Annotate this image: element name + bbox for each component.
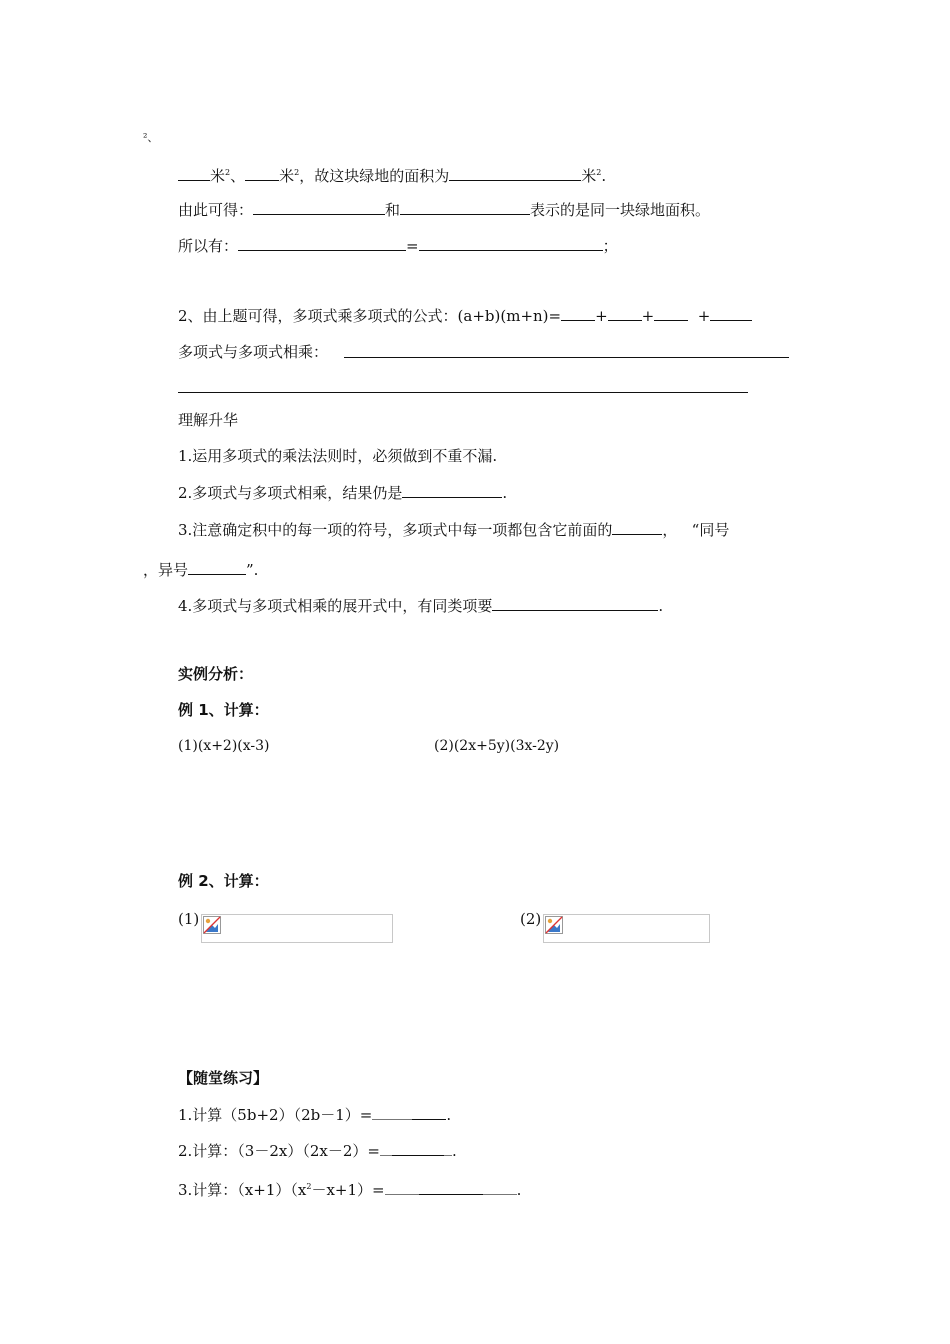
- understanding-item-3: [178, 519, 729, 540]
- p3-text-a: 3.计算：（x+1）（x: [178, 1181, 307, 1199]
- example-2-a-label: (1): [178, 910, 200, 928]
- blank[interactable]: [492, 595, 658, 611]
- example-1-b: (2)(2x+5y)(3x-2y): [434, 738, 560, 754]
- derive-line: [178, 199, 710, 220]
- semicolon: ；: [602, 237, 618, 255]
- derive-suffix: 表示的是同一块绿地面积。: [530, 201, 711, 219]
- example-1-a: (1)(x+2)(x-3): [178, 738, 270, 754]
- broken-image-icon: [203, 916, 221, 934]
- item-2-text: 2.多项式与多项式相乘，结果仍是: [178, 484, 403, 502]
- understanding-item-3-cont: [143, 559, 258, 580]
- blank[interactable]: [380, 1140, 392, 1156]
- plus: +: [697, 307, 711, 325]
- item-3-tail: “同号: [691, 521, 730, 539]
- so-line: [178, 235, 618, 256]
- blank[interactable]: [444, 1140, 452, 1156]
- p3-text-b: －x+1）=: [311, 1181, 385, 1199]
- blank[interactable]: [608, 305, 642, 321]
- blank[interactable]: [188, 559, 246, 575]
- understanding-item-4: [178, 595, 663, 616]
- blank[interactable]: [419, 235, 603, 251]
- item-3-end: ”.: [246, 561, 259, 579]
- rule-blank-1[interactable]: [344, 357, 789, 358]
- so-prefix: 所以有：: [178, 237, 239, 255]
- blank[interactable]: [402, 482, 502, 498]
- understanding-heading: 理解升华: [178, 411, 239, 429]
- p1-text: 1.计算（5b+2）（2b－1）=: [178, 1106, 373, 1124]
- item-3-cont-text: ，异号: [143, 561, 189, 579]
- sep-text: 、: [230, 167, 246, 185]
- unit-text: 米: [581, 167, 597, 185]
- comma: ，: [662, 521, 678, 539]
- ex2-label-text: 例 2、计算：: [178, 872, 269, 890]
- understanding-item-2: [178, 482, 507, 503]
- period: .: [446, 1106, 452, 1124]
- blank[interactable]: [392, 1140, 444, 1156]
- example-2-label: [178, 871, 269, 891]
- blank[interactable]: [245, 165, 279, 181]
- example-2-b-label: (2): [520, 910, 542, 928]
- blank[interactable]: [612, 519, 662, 535]
- period: .: [516, 1181, 522, 1199]
- plus: +: [641, 307, 655, 325]
- blank[interactable]: [385, 1179, 419, 1195]
- blank[interactable]: [253, 199, 385, 215]
- practice-item-2: [178, 1140, 457, 1161]
- p2-text: 2.计算：（3－2x）（2x－2）=: [178, 1142, 380, 1160]
- practice-item-3: [178, 1177, 521, 1200]
- blank[interactable]: [710, 305, 752, 321]
- blank[interactable]: [178, 165, 210, 181]
- area-text: ，故这块绿地的面积为: [299, 167, 450, 185]
- equals: =: [406, 237, 419, 255]
- example-2-a-image: [201, 914, 393, 943]
- broken-image-icon: [545, 916, 563, 934]
- formula-text: 2、由上题可得，多项式乘多项式的公式：(a+b)(m+n)=: [178, 307, 562, 325]
- unit-text: 米: [210, 167, 226, 185]
- item-4-text: 4.多项式与多项式相乘的展开式中，有同类项要: [178, 597, 493, 615]
- top-fragment: ²、: [143, 131, 159, 144]
- item-3-text: 3.注意确定积中的每一项的符号，多项式中每一项都包含它前面的: [178, 521, 613, 539]
- unit-text: 米: [279, 167, 295, 185]
- rule-label: 多项式与多项式相乘：: [178, 343, 329, 361]
- blank[interactable]: [561, 305, 595, 321]
- practice-item-1: [178, 1104, 451, 1125]
- example-2-b-image: [543, 914, 710, 943]
- understanding-item-1: 1.运用多项式的乘法法则时，必须做到不重不漏.: [178, 447, 498, 465]
- blank[interactable]: [238, 235, 406, 251]
- period: .: [658, 597, 664, 615]
- blank[interactable]: [654, 305, 688, 321]
- p3-sup: 2: [306, 1182, 312, 1191]
- period: .: [451, 1142, 457, 1160]
- practice-heading: 【随堂练习】: [178, 1069, 269, 1087]
- blank[interactable]: [449, 165, 581, 181]
- and-text: 和: [385, 201, 401, 219]
- ex1-label-text: 例 1、计算：: [178, 701, 269, 719]
- period: .: [601, 167, 607, 185]
- rule-blank-2[interactable]: [178, 392, 748, 393]
- blank[interactable]: [400, 199, 530, 215]
- example-1-label: [178, 700, 269, 720]
- area-fill-line: 米$^2$、 米$^2$，故这块绿地的面积为 米$^2$.: [178, 163, 606, 186]
- formula-line: [178, 305, 752, 326]
- derive-prefix: 由此可得：: [178, 201, 254, 219]
- blank[interactable]: [412, 1104, 446, 1120]
- blank[interactable]: [372, 1104, 412, 1120]
- period: .: [502, 484, 508, 502]
- examples-heading: 实例分析：: [178, 665, 254, 683]
- blank[interactable]: [483, 1179, 517, 1195]
- blank[interactable]: [419, 1179, 483, 1195]
- plus: +: [595, 307, 608, 325]
